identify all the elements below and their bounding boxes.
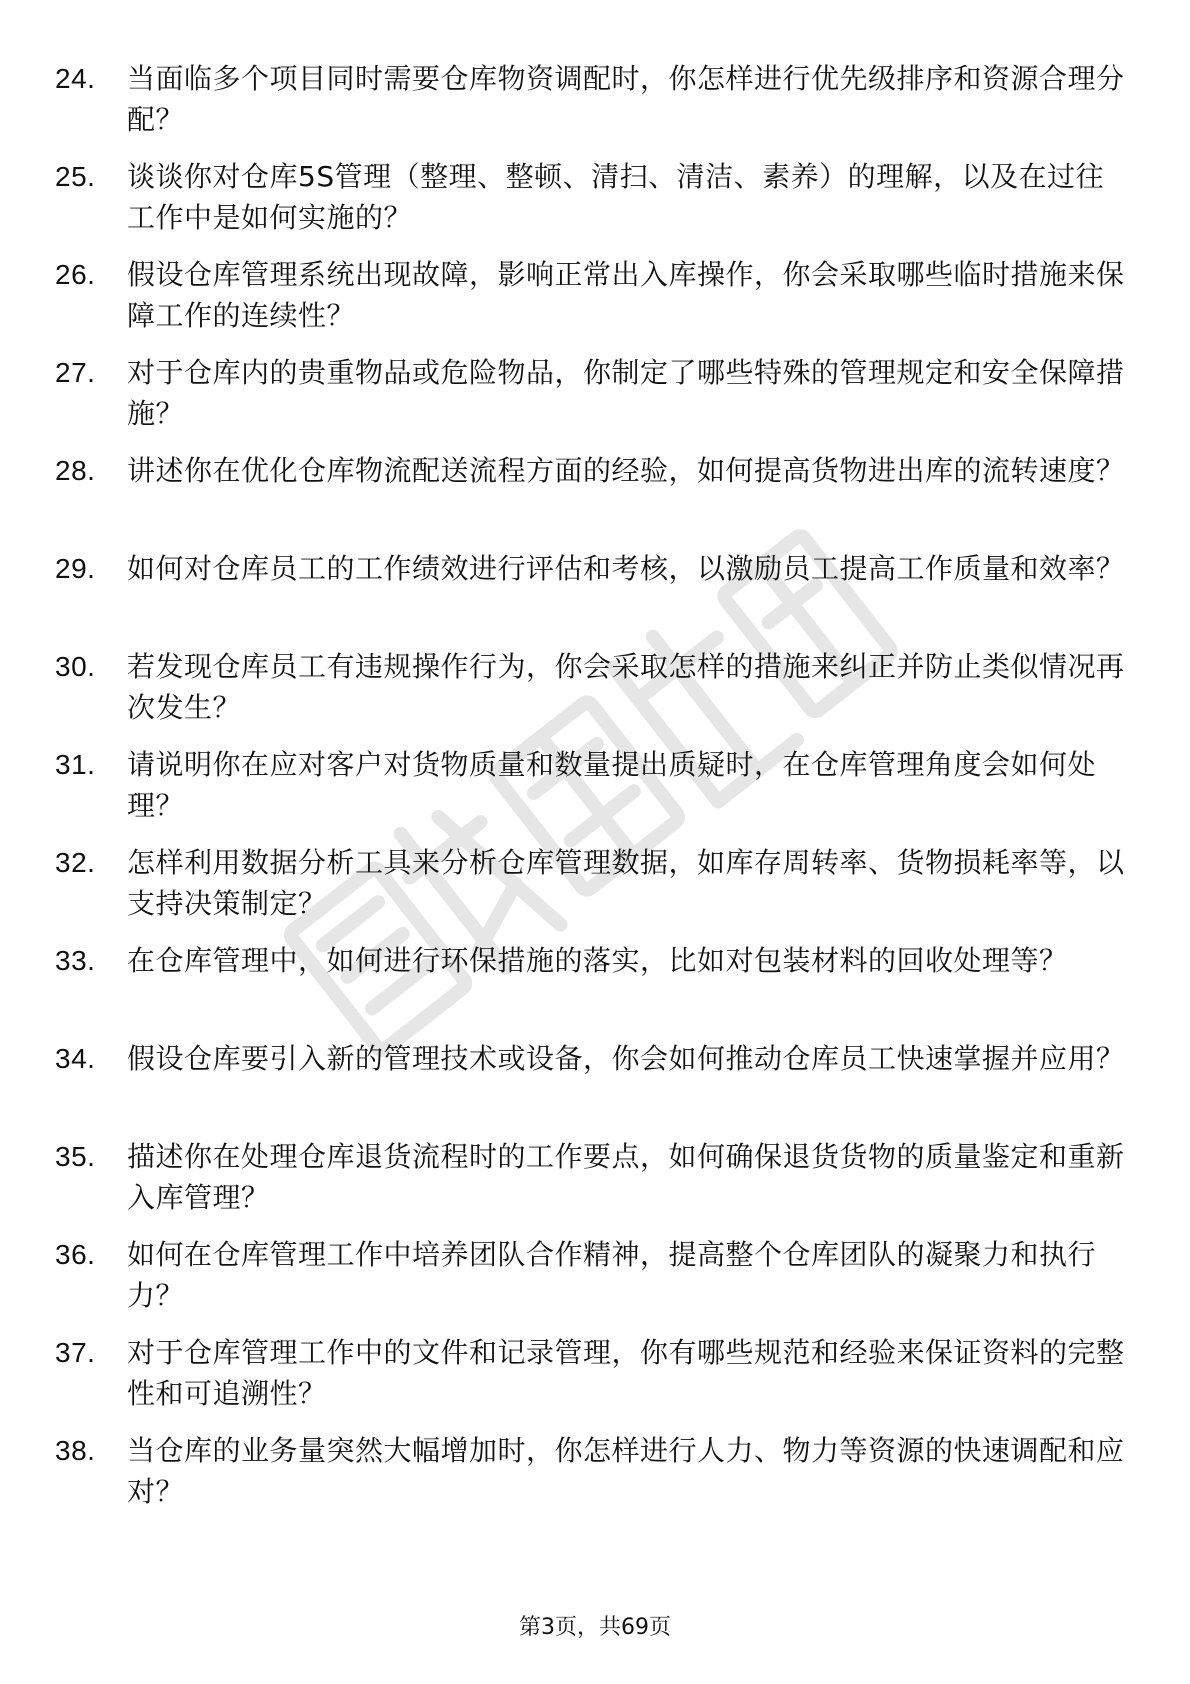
- question-item: [55, 58, 1135, 140]
- question-item: [55, 352, 1135, 434]
- question-item: [55, 548, 1135, 630]
- question-text: 请说明你在应对客户对货物质量和数量提出质疑时，在仓库管理角度会如何处理？: [127, 748, 1097, 822]
- question-number: 38.: [55, 1435, 96, 1466]
- question-number: 33.: [55, 945, 96, 976]
- question-number: 32.: [55, 847, 96, 878]
- question-number: 36.: [55, 1239, 96, 1270]
- question-item: [55, 156, 1135, 238]
- page-number-label: 第3页，共69页: [519, 1615, 671, 1640]
- question-text: 当仓库的业务量突然大幅增加时，你怎样进行人力、物力等资源的快速调配和应对？: [127, 1434, 1125, 1508]
- question-item: [55, 744, 1135, 826]
- question-item: [55, 450, 1135, 532]
- question-text: 当面临多个项目同时需要仓库物资调配时，你怎样进行优先级排序和资源合理分配？: [127, 62, 1125, 136]
- question-text: 如何在仓库管理工作中培养团队合作精神，提高整个仓库团队的凝聚力和执行力？: [127, 1238, 1097, 1312]
- question-item: [55, 842, 1135, 924]
- question-number: 25.: [55, 161, 96, 192]
- question-item: [55, 1332, 1135, 1414]
- question-text: 描述你在处理仓库退货流程时的工作要点，如何确保退货货物的质量鉴定和重新入库管理？: [127, 1140, 1125, 1214]
- question-text: 假设仓库要引入新的管理技术或设备，你会如何推动仓库员工快速掌握并应用？: [127, 1042, 1125, 1075]
- question-number: 35.: [55, 1141, 96, 1172]
- question-text: 怎样利用数据分析工具来分析仓库管理数据，如库存周转率、货物损耗率等，以支持决策制定？: [127, 846, 1125, 920]
- question-text: 假设仓库管理系统出现故障，影响正常出入库操作，你会采取哪些临时措施来保障工作的连续性？: [127, 258, 1125, 332]
- question-item: [55, 1136, 1135, 1218]
- question-text: 讲述你在优化仓库物流配送流程方面的经验，如何提高货物进出库的流转速度？: [127, 454, 1125, 487]
- question-item: [55, 646, 1135, 728]
- question-item: [55, 1234, 1135, 1316]
- question-item: [55, 1430, 1135, 1512]
- question-text: 对于仓库管理工作中的文件和记录管理，你有哪些规范和经验来保证资料的完整性和可追溯性？: [127, 1336, 1125, 1410]
- question-number: 27.: [55, 357, 96, 388]
- page-footer: [0, 1610, 1190, 1641]
- question-item: [55, 254, 1135, 336]
- question-list: [55, 58, 1135, 1528]
- question-item: [55, 1038, 1135, 1120]
- question-text: 在仓库管理中，如何进行环保措施的落实，比如对包装材料的回收处理等？: [127, 944, 1068, 977]
- question-number: 31.: [55, 749, 96, 780]
- question-number: 37.: [55, 1337, 96, 1368]
- question-number: 26.: [55, 259, 96, 290]
- question-text: 如何对仓库员工的工作绩效进行评估和考核，以激励员工提高工作质量和效率？: [127, 552, 1125, 585]
- question-text: 对于仓库内的贵重物品或危险物品，你制定了哪些特殊的管理规定和安全保障措施？: [127, 356, 1125, 430]
- question-number: 30.: [55, 651, 96, 682]
- question-text: 若发现仓库员工有违规操作行为，你会采取怎样的措施来纠正并防止类似情况再次发生？: [127, 650, 1125, 724]
- question-number: 28.: [55, 455, 96, 486]
- question-item: [55, 940, 1135, 1022]
- question-number: 24.: [55, 63, 96, 94]
- question-number: 34.: [55, 1043, 96, 1074]
- question-number: 29.: [55, 553, 96, 584]
- question-text: 谈谈你对仓库5S管理（整理、整顿、清扫、清洁、素养）的理解，以及在过往工作中是如何实施的？: [127, 160, 1105, 234]
